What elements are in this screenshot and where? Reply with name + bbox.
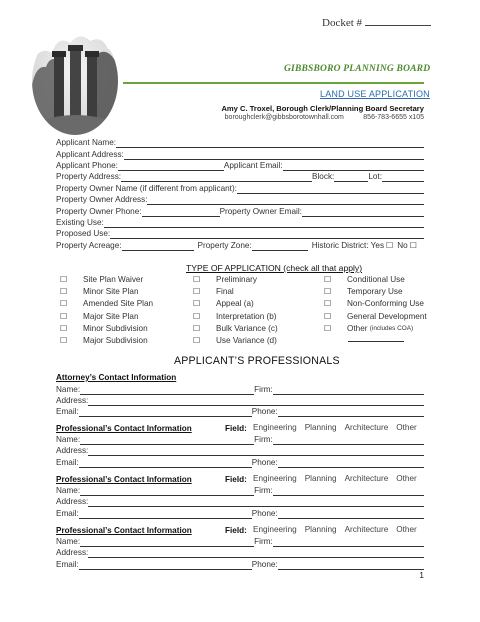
professional-1-address-label: Address: xyxy=(56,446,89,455)
owner-phone-label: Property Owner Phone: xyxy=(56,207,142,216)
checkbox[interactable]: ☐ xyxy=(324,287,332,297)
application-type-col2-option-label: Interpretation (b) xyxy=(216,311,277,321)
professional-2-address-field[interactable] xyxy=(88,498,424,507)
application-type-col2-option[interactable] xyxy=(193,286,278,298)
professional-1-email-row xyxy=(56,457,424,468)
lot-label: Lot: xyxy=(368,172,382,181)
professional-2-name-field[interactable] xyxy=(80,487,254,496)
application-type-col2-option-label: Final xyxy=(216,287,234,297)
field-option-engineering[interactable]: Engineering xyxy=(253,525,297,534)
checkbox[interactable]: ☐ xyxy=(60,287,68,297)
attorney-email-label: Email: xyxy=(56,407,79,416)
historic-label: Historic District: Yes xyxy=(311,241,385,250)
field-option-engineering[interactable]: Engineering xyxy=(253,423,297,432)
clerk-phone: 856-783-6655 x105 xyxy=(363,114,424,121)
applicant-name-field[interactable] xyxy=(116,139,424,148)
professional-3-heading: Professional’s Contact Information xyxy=(56,526,192,535)
historic-yes-checkbox[interactable]: ☐ xyxy=(386,241,394,250)
applicant-name-row xyxy=(56,137,424,148)
application-type-col3-option[interactable] xyxy=(324,311,427,323)
applicant-address-label: Applicant Address: xyxy=(56,150,124,159)
owner-phone-row xyxy=(56,206,424,217)
owner-name-label: Property Owner Name (if different from applicant): xyxy=(56,184,237,193)
attorney-heading: Attorney’s Contact Information xyxy=(56,373,177,382)
professional-1-field-label: Field: xyxy=(225,424,247,433)
proposed-use-row xyxy=(56,228,424,239)
professional-3-name-label: Name: xyxy=(56,537,81,546)
field-option-architecture[interactable]: Architecture xyxy=(344,525,389,534)
field-option-planning[interactable]: Planning xyxy=(304,423,337,432)
block-field[interactable] xyxy=(334,173,368,182)
attorney-phone-field[interactable] xyxy=(278,408,424,417)
professional-3-address-row xyxy=(56,547,424,558)
owner-address-field[interactable] xyxy=(147,196,424,205)
professional-1-address-field[interactable] xyxy=(88,447,424,456)
acreage-row xyxy=(56,240,424,251)
application-type-col3-option-label: General Development xyxy=(347,311,427,321)
professional-1-firm-field[interactable] xyxy=(273,436,424,445)
property-address-label: Property Address: xyxy=(56,172,122,181)
owner-address-row xyxy=(56,194,424,205)
application-type-col3-option[interactable] xyxy=(324,274,427,286)
application-type-col1-option[interactable] xyxy=(60,298,153,310)
professional-1-phone-label: Phone: xyxy=(251,458,278,467)
checkbox[interactable]: ☐ xyxy=(60,299,68,309)
application-type-col3-option-label: Temporary Use xyxy=(347,287,403,297)
form-title: LAND USE APPLICATION xyxy=(320,89,430,99)
header-rule xyxy=(123,82,424,84)
existing-use-row xyxy=(56,217,424,228)
professional-1-heading: Professional’s Contact Information xyxy=(56,424,192,433)
professional-1-field-options xyxy=(253,423,425,432)
chimneys-photo xyxy=(30,25,120,137)
other-blank[interactable] xyxy=(348,341,404,342)
professional-2-heading: Professional’s Contact Information xyxy=(56,475,192,484)
application-type-column-3 xyxy=(324,274,427,335)
docket-number xyxy=(322,16,431,29)
application-type-col2-option[interactable] xyxy=(193,274,278,286)
professional-1-email-label: Email: xyxy=(56,458,79,467)
professional-1-name-row xyxy=(56,434,424,445)
professional-3-field-options xyxy=(253,525,425,534)
application-type-col1-option-label: Minor Subdivision xyxy=(83,323,148,333)
application-type-col1-option[interactable] xyxy=(60,274,153,286)
acreage-field[interactable] xyxy=(122,242,194,251)
owner-address-label: Property Owner Address: xyxy=(56,195,148,204)
checkbox[interactable]: ☐ xyxy=(60,311,68,321)
acreage-label: Property Acreage: xyxy=(56,241,122,250)
clerk-email: boroughclerk@gibbsborotownhall.com xyxy=(224,114,344,121)
docket-blank[interactable] xyxy=(365,16,431,26)
field-option-planning[interactable]: Planning xyxy=(304,474,337,483)
checkbox[interactable]: ☐ xyxy=(193,336,201,346)
applicant-phone-field[interactable] xyxy=(118,162,224,171)
attorney-address-row xyxy=(56,395,424,406)
application-type-col2-option-label: Appeal (a) xyxy=(216,299,254,309)
checkbox[interactable]: ☐ xyxy=(60,275,68,285)
owner-name-field[interactable] xyxy=(237,185,424,194)
application-type-col1-option[interactable] xyxy=(60,286,153,298)
applicant-address-field[interactable] xyxy=(124,151,424,160)
professional-3-firm-label: Firm: xyxy=(254,537,273,546)
professional-3-name-row xyxy=(56,536,424,547)
field-option-other[interactable]: Other xyxy=(396,474,417,483)
attorney-name-row xyxy=(56,384,424,395)
other-label: Other xyxy=(347,323,368,333)
professional-1-phone-field[interactable] xyxy=(278,459,424,468)
field-option-other[interactable]: Other xyxy=(396,423,417,432)
field-option-architecture[interactable]: Architecture xyxy=(344,474,389,483)
professional-3-name-field[interactable] xyxy=(80,538,254,547)
professional-2-name-label: Name: xyxy=(56,486,81,495)
application-type-col2-option-label: Preliminary xyxy=(216,275,257,285)
application-type-col1-option[interactable] xyxy=(60,335,153,347)
professional-2-address-row xyxy=(56,496,424,507)
professional-1-address-row xyxy=(56,445,424,456)
attorney-firm-field[interactable] xyxy=(273,386,424,395)
board-name: GIBBSBORO PLANNING BOARD xyxy=(284,64,431,74)
application-type-col1-option-label: Major Site Plan xyxy=(83,311,139,321)
application-type-col2-option[interactable] xyxy=(193,298,278,310)
professional-3-field-label: Field: xyxy=(225,526,247,535)
application-type-col3-option[interactable] xyxy=(324,286,427,298)
professional-3-phone-label: Phone: xyxy=(251,560,278,569)
attorney-phone-label: Phone: xyxy=(251,407,278,416)
attorney-email-row xyxy=(56,406,424,417)
checkbox[interactable]: ☐ xyxy=(324,275,332,285)
checkbox[interactable]: ☐ xyxy=(324,299,332,309)
professionals-title: APPLICANT’S PROFESSIONALS xyxy=(174,355,340,367)
application-type-col1-option-label: Major Subdivision xyxy=(83,336,148,346)
attorney-name-field[interactable] xyxy=(80,386,254,395)
property-address-row xyxy=(56,171,424,182)
applicant-phone-label: Applicant Phone: xyxy=(56,161,118,170)
application-type-col1-option-label: Minor Site Plan xyxy=(83,287,139,297)
checkbox[interactable]: ☐ xyxy=(193,299,201,309)
application-type-col1-option-label: Amended Site Plan xyxy=(83,299,154,309)
lot-field[interactable] xyxy=(382,173,424,182)
applicant-address-row xyxy=(56,149,424,160)
application-type-col3-option-label: Non-Conforming Use xyxy=(347,299,424,309)
attorney-address-label: Address: xyxy=(56,396,89,405)
checkbox[interactable]: ☐ xyxy=(324,311,332,321)
checkbox[interactable]: ☐ xyxy=(60,323,68,333)
page-number: 1 xyxy=(419,570,424,580)
applicant-email-field[interactable] xyxy=(283,162,424,171)
checkbox[interactable]: ☐ xyxy=(193,323,201,333)
attorney-address-field[interactable] xyxy=(88,397,424,406)
application-type-column-1 xyxy=(60,274,153,347)
application-type-col2-option[interactable] xyxy=(193,311,278,323)
professional-2-phone-label: Phone: xyxy=(251,509,278,518)
professional-2-field-label: Field: xyxy=(225,475,247,484)
zone-field[interactable] xyxy=(252,242,308,251)
owner-name-row xyxy=(56,183,424,194)
professional-2-field-options xyxy=(253,474,425,483)
application-type-column-2 xyxy=(193,274,278,347)
historic-no-label: No xyxy=(397,241,408,250)
application-type-other[interactable] xyxy=(324,323,427,335)
professional-1-name-field[interactable] xyxy=(80,436,254,445)
field-option-engineering[interactable]: Engineering xyxy=(253,474,297,483)
professional-2-firm-label: Firm: xyxy=(254,486,273,495)
proposed-use-field[interactable] xyxy=(110,230,424,239)
checkbox[interactable]: ☐ xyxy=(324,323,332,333)
clerk-name: Amy C. Troxel, Borough Clerk/Planning Board Secretary xyxy=(221,104,424,113)
field-option-other[interactable]: Other xyxy=(396,525,417,534)
professional-2-name-row xyxy=(56,485,424,496)
applicant-name-label: Applicant Name: xyxy=(56,138,117,147)
application-type-col3-option[interactable] xyxy=(324,298,427,310)
attorney-name-label: Name: xyxy=(56,385,81,394)
professional-1-name-label: Name: xyxy=(56,435,81,444)
applicant-email-label: Applicant Email: xyxy=(223,161,283,170)
professional-1-email-field[interactable] xyxy=(79,459,252,468)
owner-email-label: Property Owner Email: xyxy=(219,207,302,216)
docket-label: Docket # xyxy=(322,17,363,29)
professional-2-email-row xyxy=(56,508,424,519)
owner-email-field[interactable] xyxy=(302,208,424,217)
existing-use-field[interactable] xyxy=(104,219,424,228)
professional-3-email-row xyxy=(56,559,424,570)
application-type-col1-option-label: Site Plan Waiver xyxy=(83,275,144,285)
checkbox[interactable]: ☐ xyxy=(193,275,201,285)
existing-use-label: Existing Use: xyxy=(56,218,104,227)
checkbox[interactable]: ☐ xyxy=(193,287,201,297)
professional-3-address-field[interactable] xyxy=(88,549,424,558)
professional-1-firm-label: Firm: xyxy=(254,435,273,444)
historic-no-checkbox[interactable]: ☐ xyxy=(409,241,417,250)
other-note: (includes COA) xyxy=(369,324,414,332)
attorney-email-field[interactable] xyxy=(79,408,252,417)
professional-2-phone-field[interactable] xyxy=(278,510,424,519)
application-type-col2-option[interactable] xyxy=(193,323,278,335)
professional-2-firm-field[interactable] xyxy=(273,487,424,496)
field-option-planning[interactable]: Planning xyxy=(304,525,337,534)
professional-3-phone-field[interactable] xyxy=(278,561,424,570)
applicant-phone-row xyxy=(56,160,424,171)
proposed-use-label: Proposed Use: xyxy=(56,229,111,238)
application-type-col2-option-label: Bulk Variance (c) xyxy=(216,323,278,333)
professional-3-email-label: Email: xyxy=(56,560,79,569)
application-type-title: TYPE OF APPLICATION (check all that apply) xyxy=(186,263,363,273)
professional-3-email-field[interactable] xyxy=(79,561,252,570)
professional-2-email-label: Email: xyxy=(56,509,79,518)
zone-label: Property Zone: xyxy=(197,241,252,250)
application-type-col2-option-label: Use Variance (d) xyxy=(216,336,277,346)
professional-2-email-field[interactable] xyxy=(79,510,252,519)
professional-3-address-label: Address: xyxy=(56,548,89,557)
owner-phone-field[interactable] xyxy=(142,208,220,217)
professional-2-address-label: Address: xyxy=(56,497,89,506)
block-label: Block: xyxy=(312,172,335,181)
field-option-architecture[interactable]: Architecture xyxy=(344,423,389,432)
clerk-contact xyxy=(225,114,424,121)
application-type-col3-option-label: Conditional Use xyxy=(347,275,405,285)
checkbox[interactable]: ☐ xyxy=(60,336,68,346)
property-address-field[interactable] xyxy=(121,173,312,182)
application-type-col1-option[interactable] xyxy=(60,323,153,335)
checkbox[interactable]: ☐ xyxy=(193,311,201,321)
professional-3-firm-field[interactable] xyxy=(273,538,424,547)
application-type-col2-option[interactable] xyxy=(193,335,278,347)
attorney-firm-label: Firm: xyxy=(254,385,273,394)
application-type-col1-option[interactable] xyxy=(60,311,153,323)
